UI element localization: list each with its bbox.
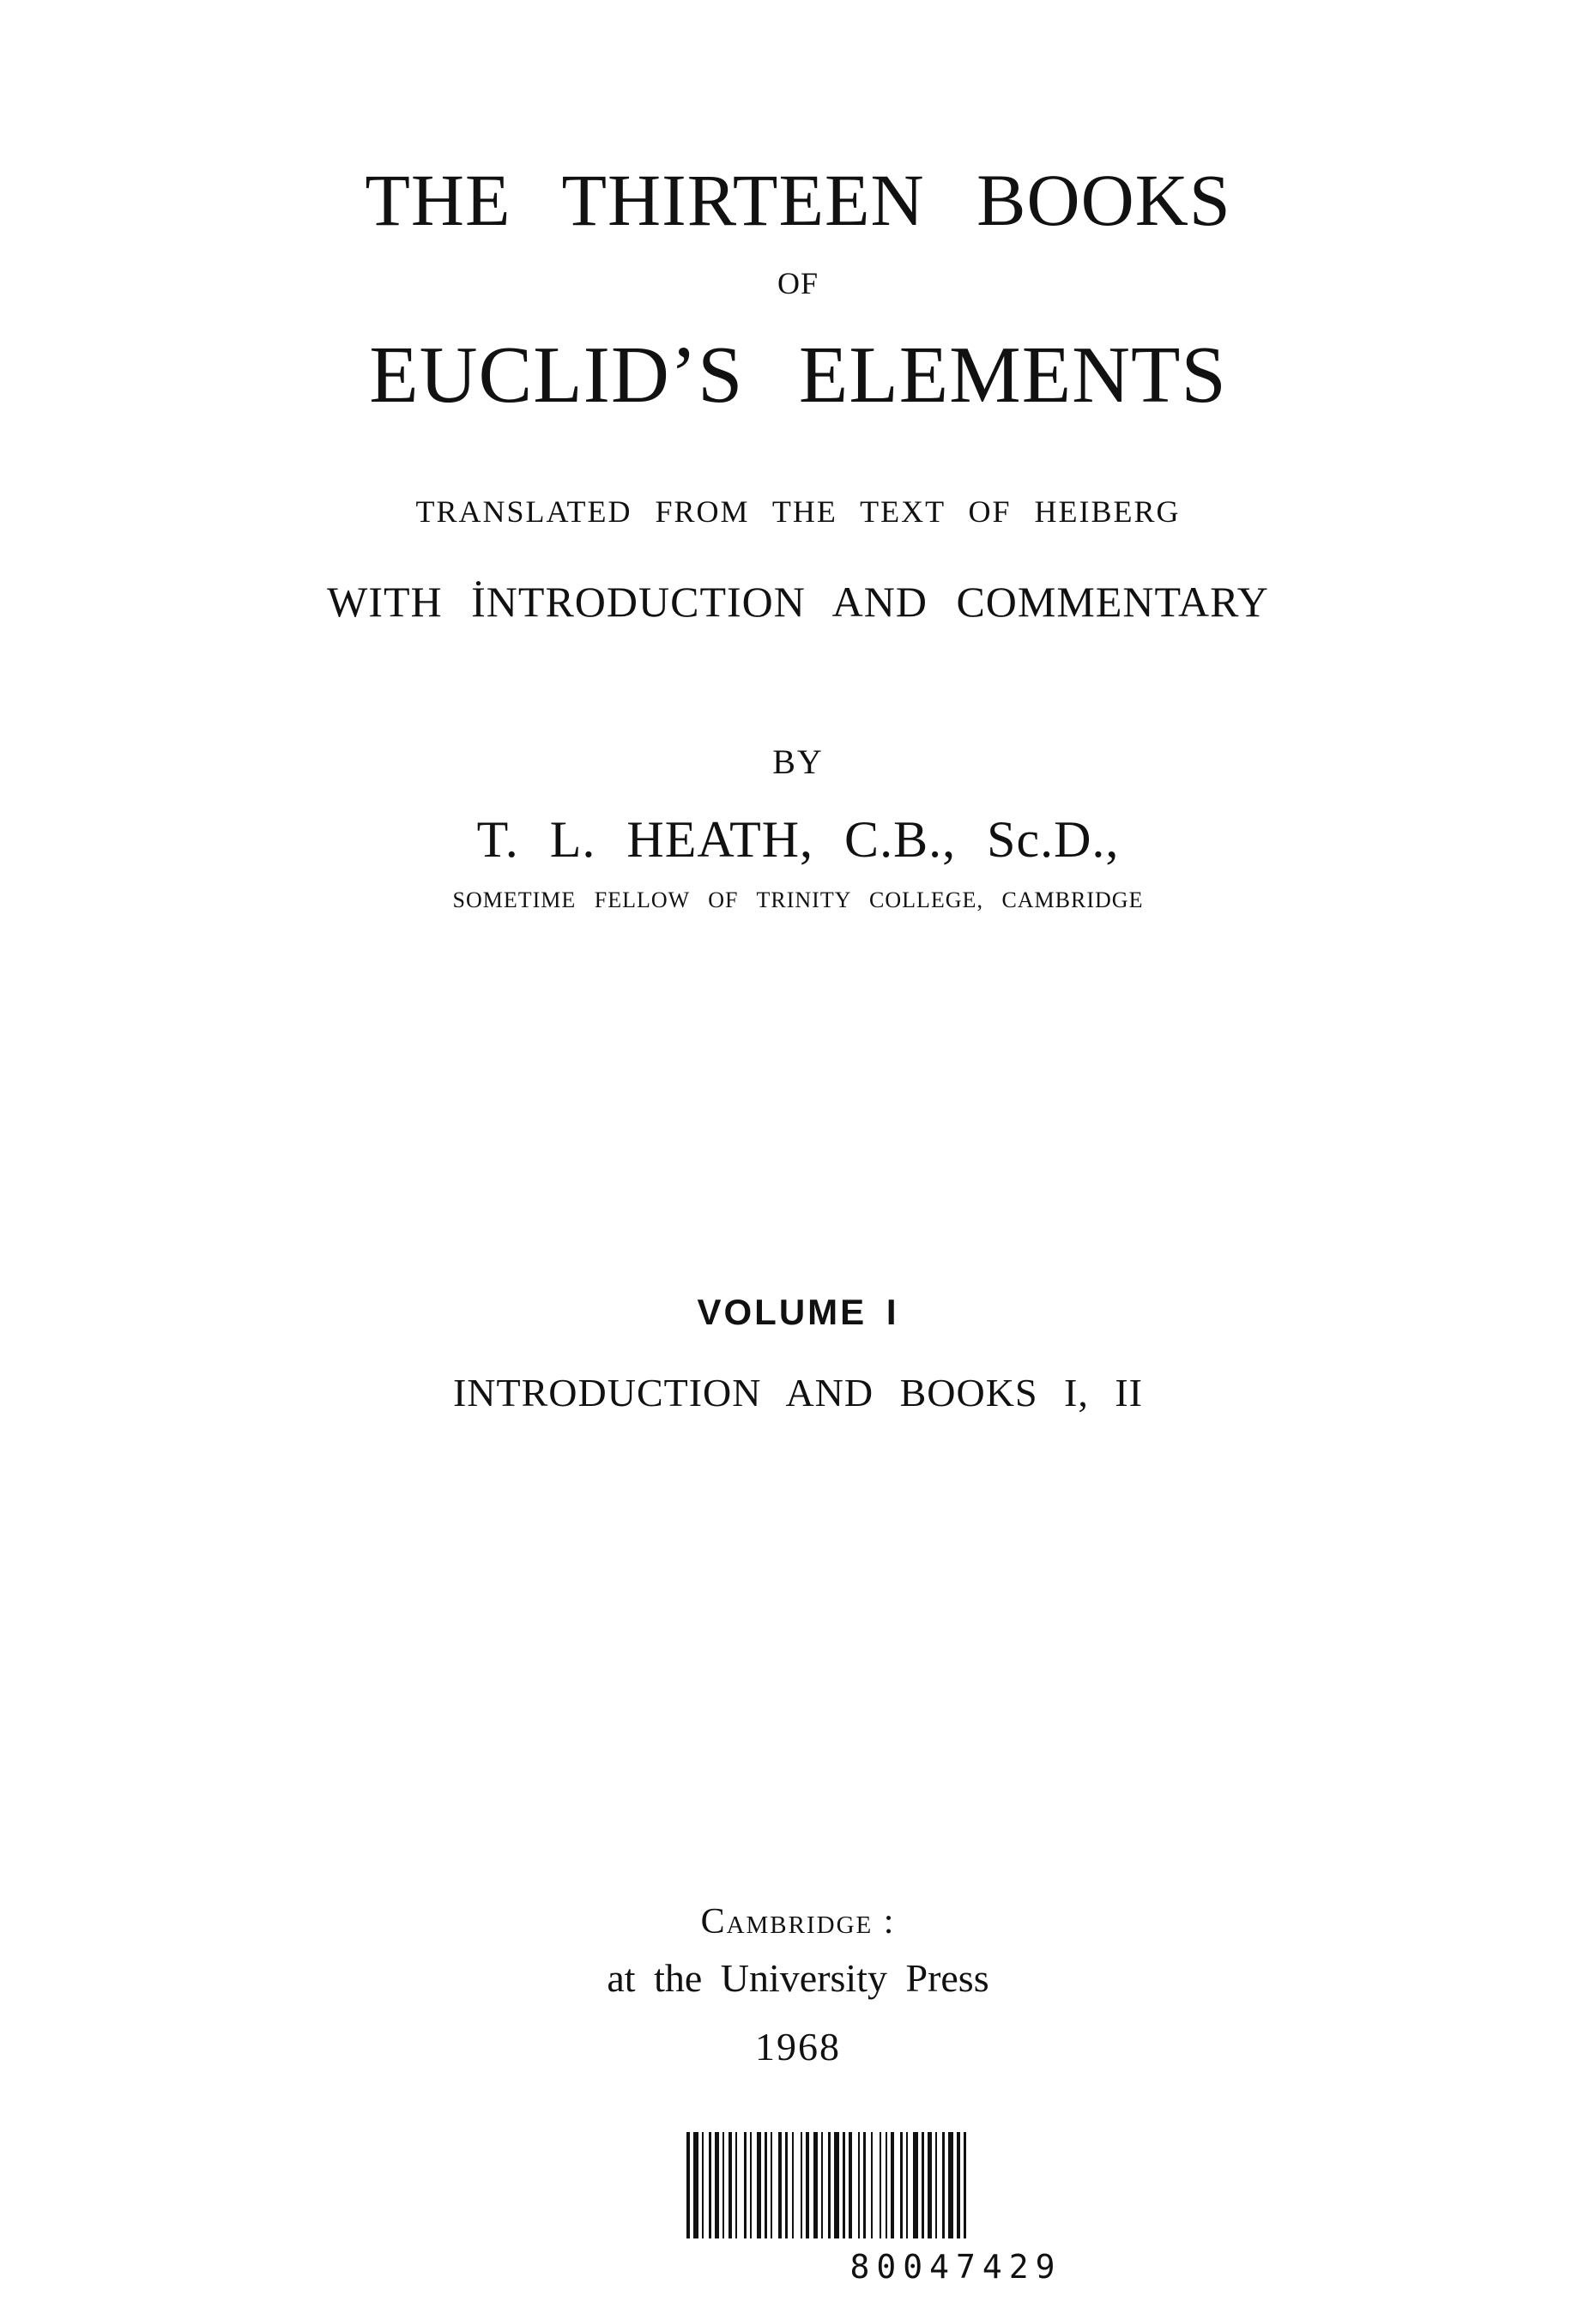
barcode-bar — [942, 2132, 945, 2238]
publisher-name: at the University Press — [607, 1956, 989, 2000]
barcode-bar — [801, 2132, 802, 2238]
barcode-bar — [722, 2132, 724, 2238]
barcode-bar — [913, 2132, 918, 2238]
volume-contents: INTRODUCTION AND BOOKS I, II — [452, 1371, 1143, 1414]
barcode-bar — [900, 2132, 903, 2238]
barcode-bar — [728, 2132, 732, 2238]
barcode-bar — [792, 2132, 794, 2238]
by-label: BY — [772, 742, 824, 781]
barcode-bar — [928, 2132, 932, 2238]
barcode-bar — [922, 2132, 924, 2238]
book-title-line-2: EUCLID’S ELEMENTS — [369, 330, 1227, 420]
volume-label: VOLUME I — [697, 1292, 899, 1332]
translation-note: TRANSLATED FROM THE TEXT OF HEIBERG — [415, 494, 1181, 529]
barcode-number: 80047429 — [849, 2248, 1062, 2286]
barcode-bar — [964, 2132, 966, 2238]
barcode-bar — [843, 2132, 845, 2238]
barcode-bar — [806, 2132, 809, 2238]
barcode-bar — [702, 2132, 704, 2238]
barcode-bar — [863, 2132, 866, 2238]
barcode-bar — [735, 2132, 737, 2238]
barcode-bar — [957, 2132, 960, 2238]
barcode-bar — [906, 2132, 908, 2238]
author-affiliation: SOMETIME FELLOW OF TRINITY COLLEGE, CAMBRIDGE — [452, 887, 1144, 912]
barcode-bar — [709, 2132, 711, 2238]
introduction-note: WITH İNTRODUCTION AND COMMENTARY — [327, 578, 1269, 626]
barcode-bar — [886, 2132, 887, 2238]
barcode-bar — [834, 2132, 839, 2238]
barcode-bar — [871, 2132, 873, 2238]
barcode-bar — [849, 2132, 852, 2238]
barcode-bar — [948, 2132, 953, 2238]
author-name: T. L. HEATH, C.B., Sc.D., — [476, 811, 1120, 868]
barcode-bar — [757, 2132, 761, 2238]
barcode-bar — [744, 2132, 747, 2238]
barcode-bar — [785, 2132, 788, 2238]
barcode-bar — [891, 2132, 894, 2238]
barcode-bar — [750, 2132, 752, 2238]
barcode-bar — [821, 2132, 823, 2238]
barcode-bar — [858, 2132, 860, 2238]
publication-year: 1968 — [755, 2025, 841, 2069]
barcode-bar — [880, 2132, 881, 2238]
barcode-bar — [778, 2132, 782, 2238]
book-title-line-1: THE THIRTEEN BOOKS — [365, 159, 1231, 241]
barcode-bar — [771, 2132, 772, 2238]
publisher-city: Cambridge : — [700, 1902, 896, 1942]
barcode-bar — [828, 2132, 831, 2238]
barcode-bar — [686, 2132, 690, 2238]
barcode-bar — [935, 2132, 937, 2238]
barcode-bar — [765, 2132, 767, 2238]
book-title-of: OF — [777, 266, 819, 300]
barcode-bar — [715, 2132, 719, 2238]
barcode — [683, 2132, 1229, 2238]
barcode-bar — [693, 2132, 698, 2238]
barcode-bar — [813, 2132, 818, 2238]
